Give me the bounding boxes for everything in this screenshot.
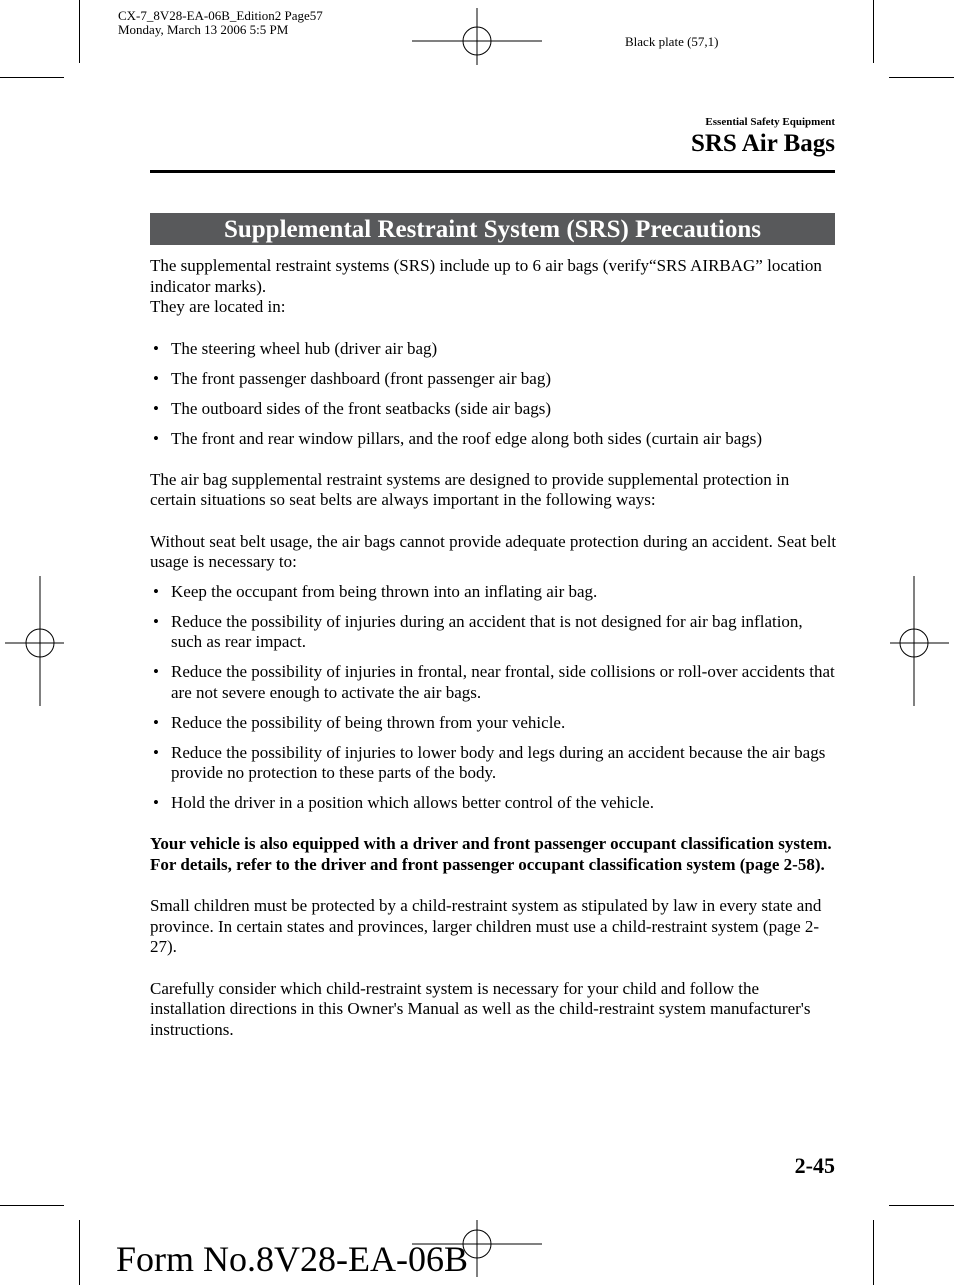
registration-mark-top-icon xyxy=(412,0,542,70)
occupant-classification-note: Your vehicle is also equipped with a driver and front passenger occupant classification system. For details, refer to the driver and front passenger occupant classification system (page 2-58). xyxy=(150,834,832,874)
crop-mark xyxy=(889,1205,954,1206)
print-file-date: Monday, March 13 2006 5:5 PM xyxy=(118,22,289,37)
seatbelt-reason-list xyxy=(150,582,838,814)
list-item: • Hold the driver in a position which allows better control of the vehicle. xyxy=(150,793,838,814)
print-file-name: CX-7_8V28-EA-06B_Edition2 Page57 xyxy=(118,8,323,23)
body-text xyxy=(150,256,838,1040)
print-plate: Black plate (57,1) xyxy=(625,34,719,49)
list-item: • The front and rear window pillars, and the roof edge along both sides (curtain air bags) xyxy=(150,429,838,450)
crop-mark xyxy=(0,1205,64,1206)
list-item: • Keep the occupant from being thrown into an inflating air bag. xyxy=(150,582,838,603)
print-file-info xyxy=(118,9,323,37)
crop-mark xyxy=(0,77,64,78)
list-item: • Reduce the possibility of being thrown from your vehicle. xyxy=(150,713,838,734)
list-item: • Reduce the possibility of injuries in frontal, near frontal, side collisions or roll-over accidents that are not severe enough to activate the air bags. xyxy=(150,662,838,703)
page-heading: Supplemental Restraint System (SRS) Precautions xyxy=(150,213,835,245)
installation-paragraph: Carefully consider which child-restraint system is necessary for your child and follow the installation directions in this Owner's Manual as well as the child-restraint system manufacturer's instructions. xyxy=(150,978,811,1039)
list-item: • Reduce the possibility of injuries during an accident that is not designed for air bag inflation, such as rear impact. xyxy=(150,612,838,653)
list-item: • Reduce the possibility of injuries to lower body and legs during an accident because the air bags provide no protection to these parts of the body. xyxy=(150,743,838,784)
crop-mark xyxy=(889,77,954,78)
registration-mark-right-icon xyxy=(884,576,954,706)
chapter-title: SRS Air Bags xyxy=(690,130,835,157)
form-number: Form No.8V28-EA-06B xyxy=(116,1239,468,1279)
intro-located: They are located in: xyxy=(150,297,286,316)
crop-mark xyxy=(79,1220,80,1285)
designed-paragraph: The air bag supplemental restraint systems are designed to provide supplemental protection in certain situations so seat belts are always important in the following ways: xyxy=(150,469,790,509)
section-title: Essential Safety Equipment xyxy=(705,116,835,128)
list-item: • The steering wheel hub (driver air bag) xyxy=(150,339,838,360)
list-item: • The front passenger dashboard (front passenger air bag) xyxy=(150,369,838,390)
crop-mark xyxy=(873,0,874,63)
airbag-location-list xyxy=(150,339,838,450)
crop-mark xyxy=(79,0,80,63)
seatbelt-paragraph: Without seat belt usage, the air bags cannot provide adequate protection during an accident. Seat belt usage is necessary to: xyxy=(150,531,837,571)
intro-paragraph: The supplemental restraint systems (SRS) include up to 6 air bags (verify“SRS AIRBAG” location indicator marks). xyxy=(150,256,822,296)
header-rule xyxy=(150,170,835,173)
list-item: • The outboard sides of the front seatbacks (side air bags) xyxy=(150,399,838,420)
crop-mark xyxy=(873,1220,874,1285)
page-number: 2-45 xyxy=(794,1153,835,1178)
child-restraint-paragraph: Small children must be protected by a child-restraint system as stipulated by law in every state and province. In certain states and provinces, larger children must use a child-restraint system (page 2-27). xyxy=(150,896,822,956)
registration-mark-left-icon xyxy=(0,576,70,706)
